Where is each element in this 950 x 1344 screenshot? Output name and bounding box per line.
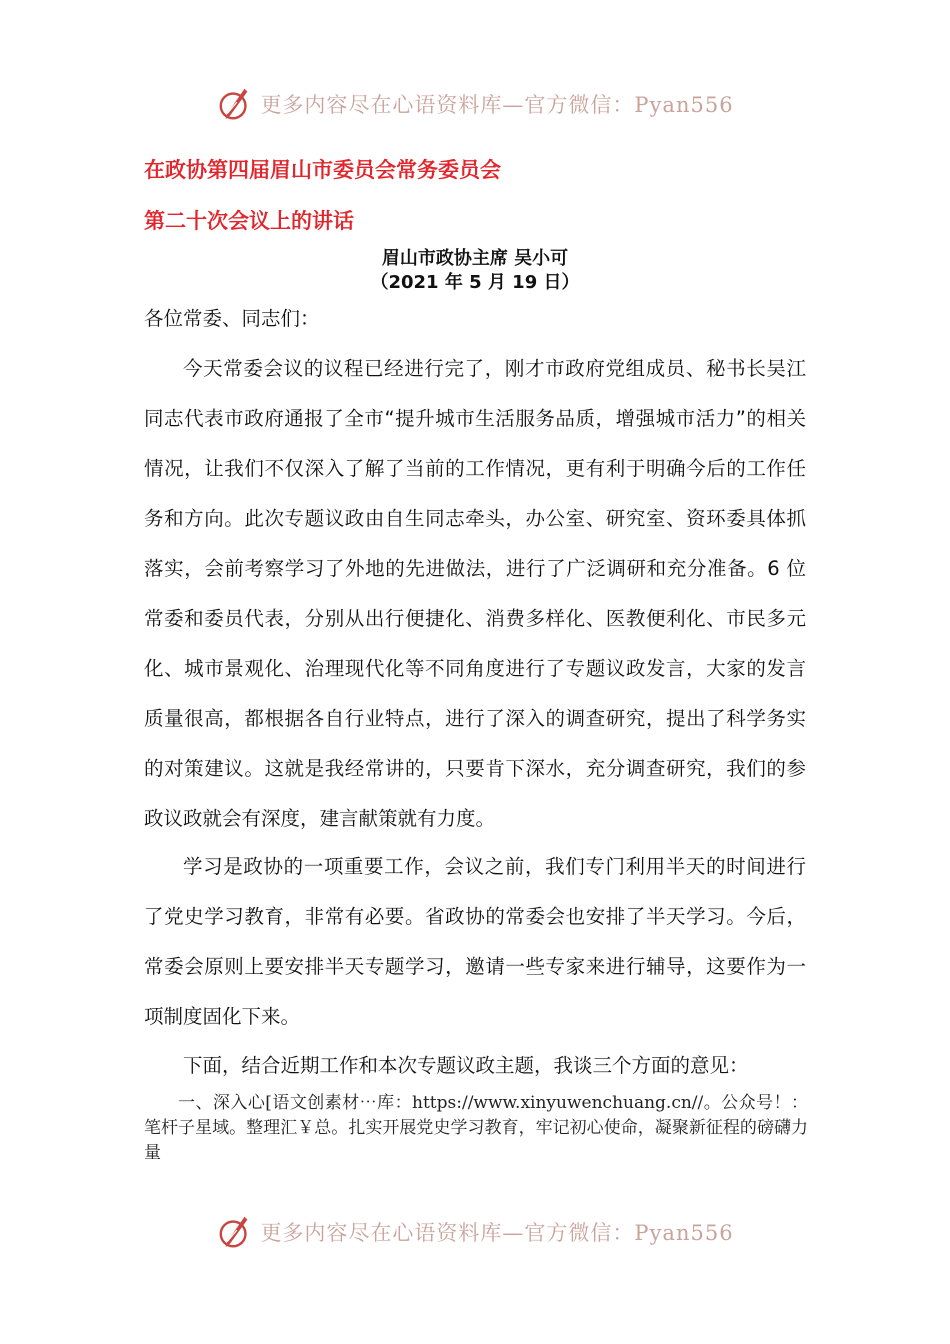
section-one-heading: 一、深入心[语文创素材⋯库：https://www.xinyuwenchuang.cn//。公众号！：笔杆子星域。整理汇￥总。扎实开展党史学习教育，牢记初心使命，凝聚新征程的磅礴力量 <box>144 1093 808 1163</box>
quill-pen-logo-icon <box>216 1213 254 1251</box>
quill-pen-logo-icon <box>216 85 254 123</box>
watermark-text: 更多内容尽在心语资料库—官方微信：Pyan556 <box>260 1221 734 1245</box>
watermark-header <box>0 82 950 126</box>
author-line: 眉山市政协主席 吴小可 <box>381 248 569 269</box>
watermark-text: 更多内容尽在心语资料库—官方微信：Pyan556 <box>260 93 734 117</box>
paragraph-1: 今天常委会议的议程已经进行完了，刚才市政府党组成员、秘书长吴江同志代表市政府通报了全市“提升城市生活服务品质，增强城市活力”的相关情况，让我们不仅深入了解了当前的工作情况，更有利于明确今后的工作任务和方向。此次专题议政由自生同志牵头，办公室、研究室、资环委具体抓落实，会前考察学习了外地的先进做法，进行了广泛调研和充分准备。6 位常委和委员代表，分别从出行便捷化、消费多样化、医教便利化、市民多元化、城市景观化、治理现代化等不同角度进行了专题议政发言，大家的发言质量很高，都根据各自行业特点，进行了深入的调查研究，提出了科学务实的对策建议。这就是我经常讲的，只要肯下深水，充分调查研究，我们的参政议政就会有深度，建言献策就有力度。 <box>144 357 806 830</box>
paragraph-2: 学习是政协的一项重要工作，会议之前，我们专门利用半天的时间进行了党史学习教育，非常有必要。省政协的常委会也安排了半天学习。今后，常委会原则上要安排半天专题学习，邀请一些专家来进行辅导，这要作为一项制度固化下来。 <box>144 855 806 1028</box>
paragraph-3: 下面，结合近期工作和本次专题议政主题，我谈三个方面的意见： <box>183 1054 749 1077</box>
title-line-2: 第二十次会议上的讲话 <box>144 209 354 233</box>
watermark-footer <box>0 1210 950 1254</box>
title-line-1: 在政协第四届眉山市委员会常务委员会 <box>144 158 501 182</box>
salutation: 各位常委、同志们： <box>144 307 320 330</box>
date-line: （2021 年 5 月 19 日） <box>370 272 580 293</box>
